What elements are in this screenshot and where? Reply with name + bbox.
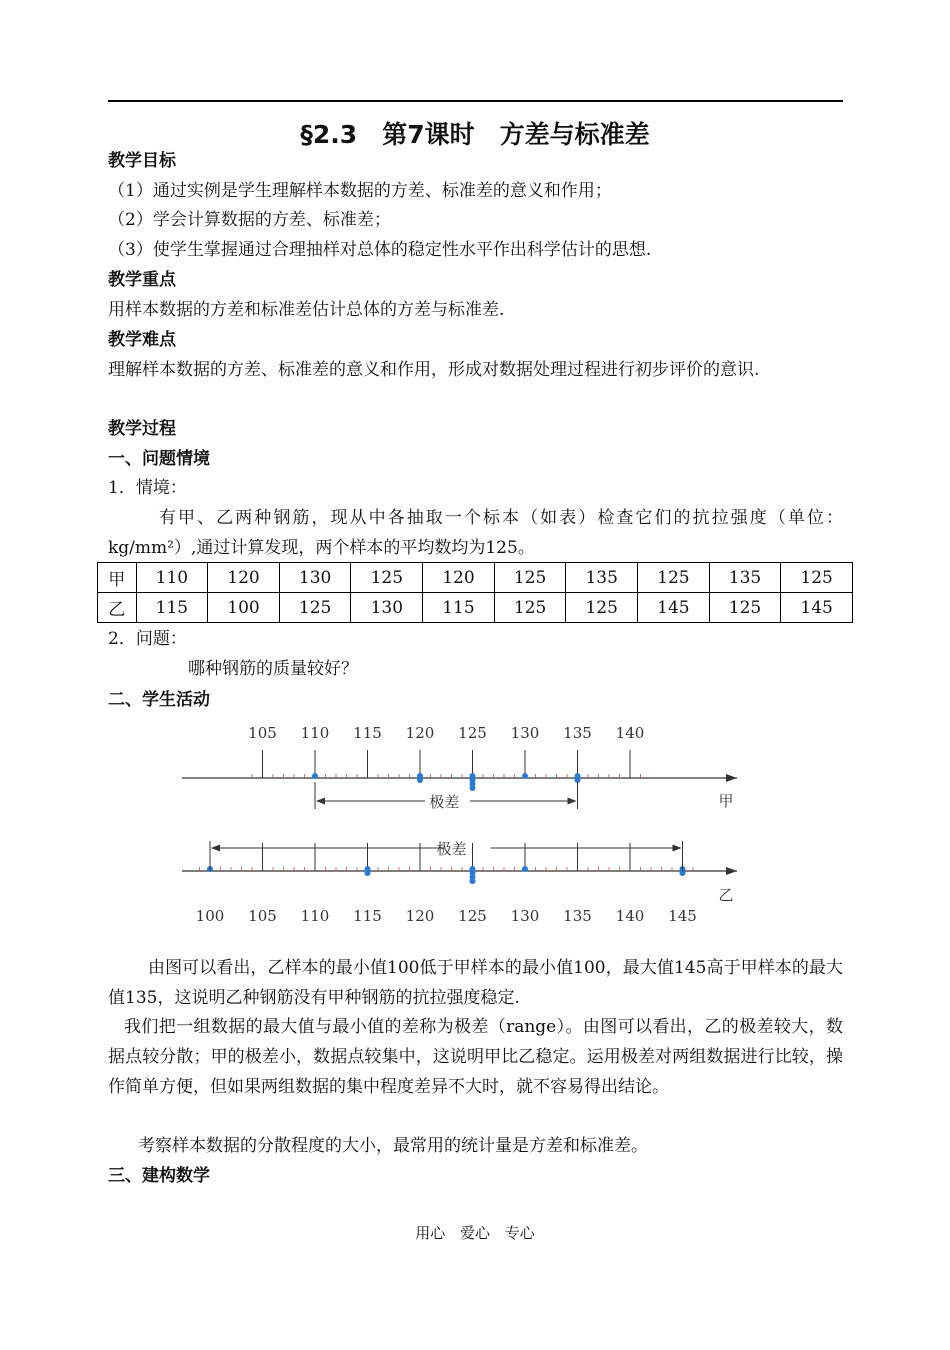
key-text: 用样本数据的方差和标准差估计总体的方差与标准差.	[108, 300, 505, 320]
yi-range-arrow-left	[211, 845, 220, 852]
yi-axis-label: 乙	[718, 886, 734, 904]
jia-tick-label: 135	[563, 724, 592, 742]
table-cell: 110	[136, 563, 208, 593]
goal-item-2: （2）学会计算数据的方差、标准差；	[108, 210, 391, 230]
table-cell: 125	[566, 593, 638, 623]
yi-tick-label: 135	[563, 907, 592, 925]
table-row-jia	[98, 563, 853, 593]
table-cell: 120	[208, 563, 280, 593]
table-cell: 100	[208, 593, 280, 623]
table-cell: 125	[351, 563, 423, 593]
table-cell: 125	[494, 563, 566, 593]
analysis-paragraph-2: 我们把一组数据的最大值与最小值的差称为极差（range）。由图可以看出，乙的极差较大，数据点较分散；甲的极差小，数据点较集中，这说明甲比乙稳定。运用极差对两组数据进行比较，操作简单方便，但如果两组数据的集中程度差异不大时，就不容易得出结论。	[108, 1017, 843, 1097]
table-cell: 145	[781, 593, 853, 623]
jia-data-point	[417, 777, 423, 783]
scenario-text: 有甲、乙两种钢筋，现从中各抽取一个标本（如表）检查它们的抗拉强度（单位：kg/mm²）,通过计算发现，两个样本的平均数均为125。	[108, 508, 843, 558]
jia-data-point	[470, 785, 476, 791]
table-cell: 125	[709, 593, 781, 623]
table-cell: 乙	[98, 593, 137, 623]
table-cell: 125	[494, 593, 566, 623]
data-table	[97, 562, 853, 623]
jia-axis-label: 甲	[718, 792, 734, 810]
section2-heading: 二、学生活动	[108, 690, 210, 710]
table-cell: 135	[709, 563, 781, 593]
yi-range-label: 极差	[436, 840, 467, 858]
table-cell: 135	[566, 563, 638, 593]
yi-tick-label: 140	[615, 907, 645, 925]
yi-range-arrow-right	[673, 845, 682, 852]
jia-tick-label: 140	[615, 724, 645, 742]
yi-tick-label: 115	[353, 907, 382, 925]
jia-axis-arrow	[726, 774, 737, 782]
yi-axis-arrow	[726, 867, 737, 875]
difficulty-text: 理解样本数据的方差、标准差的意义和作用，形成对数据处理过程进行初步评价的意识.	[108, 360, 760, 380]
jia-tick-label: 115	[353, 724, 382, 742]
table-cell: 130	[351, 593, 423, 623]
goal-item-3: （3）使学生掌握通过合理抽样对总体的稳定性水平作出科学估计的思想.	[108, 240, 652, 260]
table-cell: 120	[423, 563, 495, 593]
key-heading: 教学重点	[108, 270, 176, 290]
question-label: 2．问题：	[108, 629, 187, 649]
table-cell: 130	[279, 563, 351, 593]
section3-heading: 三、建构数学	[108, 1166, 210, 1186]
yi-tick-label: 105	[248, 907, 277, 925]
scenario-label: 1．情境：	[108, 478, 187, 498]
jia-tick-label: 120	[405, 724, 435, 742]
table-cell: 125	[638, 563, 710, 593]
jia-data-point	[522, 773, 528, 779]
jia-data-point	[312, 773, 318, 779]
difficulty-heading: 教学难点	[108, 330, 176, 350]
number-line-figure	[170, 718, 750, 933]
table-cell: 115	[423, 593, 495, 623]
table-cell: 125	[781, 563, 853, 593]
yi-data-point	[365, 870, 371, 876]
process-heading: 教学过程	[108, 419, 176, 439]
table-cell: 115	[136, 593, 208, 623]
yi-tick-label: 145	[668, 907, 697, 925]
jia-tick-label: 130	[510, 724, 540, 742]
jia-range-label: 极差	[429, 793, 460, 811]
jia-tick-label: 125	[458, 724, 487, 742]
yi-data-point	[470, 878, 476, 884]
goal-heading: 教学目标	[108, 151, 176, 171]
analysis-paragraph-3: 考察样本数据的分散程度的大小，最常用的统计量是方差和标准差。	[138, 1136, 648, 1156]
table-row-yi	[98, 593, 853, 623]
table-cell: 125	[279, 593, 351, 623]
top-rule	[108, 100, 843, 102]
analysis-paragraph-1: 由图可以看出，乙样本的最小值100低于甲样本的最小值100，最大值145高于甲样本的最大值135，这说明乙种钢筋没有甲种钢筋的抗拉强度稳定.	[108, 958, 843, 1008]
table-cell: 甲	[98, 563, 137, 593]
jia-range-arrow-left	[316, 798, 325, 805]
yi-tick-label: 110	[300, 907, 330, 925]
jia-tick-label: 105	[248, 724, 277, 742]
yi-tick-label: 100	[195, 907, 225, 925]
yi-tick-label: 130	[510, 907, 540, 925]
yi-tick-label: 125	[458, 907, 487, 925]
section1-heading: 一、问题情境	[108, 449, 210, 469]
jia-range-arrow-right	[568, 798, 577, 805]
table-cell: 145	[638, 593, 710, 623]
jia-tick-label: 110	[300, 724, 330, 742]
question-text: 哪种钢筋的质量较好？	[188, 659, 358, 679]
goal-item-1: （1）通过实例是学生理解样本数据的方差、标准差的意义和作用；	[108, 181, 612, 201]
yi-data-point	[522, 866, 528, 872]
page-title: §2.3 第7课时 方差与标准差	[300, 120, 650, 149]
page-footer: 用心 爱心 专心	[415, 1224, 535, 1242]
yi-tick-label: 120	[405, 907, 435, 925]
